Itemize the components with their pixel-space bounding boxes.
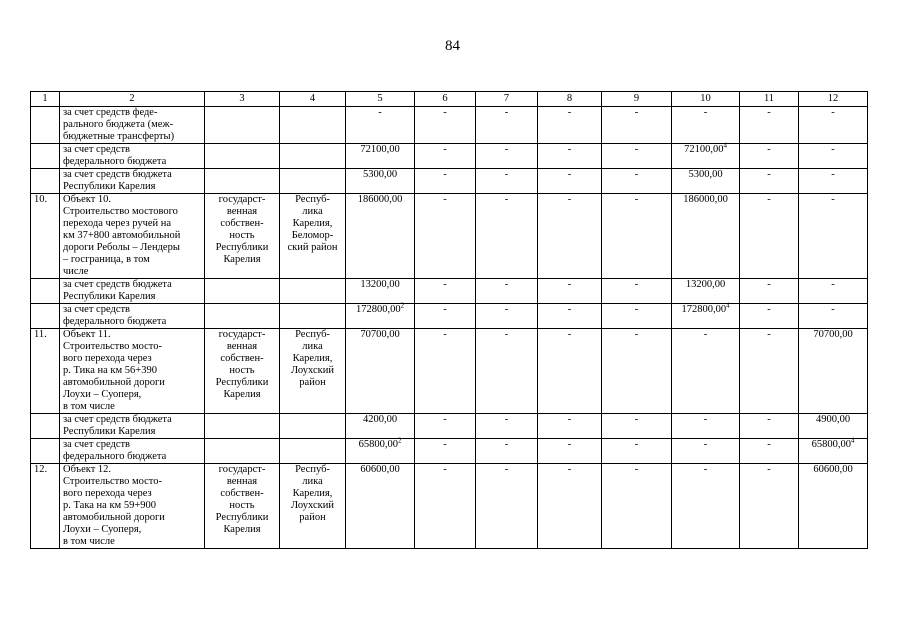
region-cell [280, 304, 346, 329]
column-header: 10 [672, 92, 740, 107]
amount-cell-col-9: - [602, 279, 672, 304]
amount-cell-col-6: - [415, 279, 476, 304]
amount-cell-col-10: - [672, 414, 740, 439]
column-header: 6 [415, 92, 476, 107]
amount-cell-col-5: 60600,00 [346, 464, 415, 549]
amount-cell-col-5: - [346, 107, 415, 144]
amount-cell-col-12: 60600,00 [799, 464, 868, 549]
amount-cell-col-8: - [538, 439, 602, 464]
amount-cell-col-5: 186000,00 [346, 194, 415, 279]
amount-cell-col-6: - [415, 144, 476, 169]
amount-cell-col-11: - [740, 439, 799, 464]
amount-cell-col-8: - [538, 194, 602, 279]
row-number [31, 279, 60, 304]
column-header: 1 [31, 92, 60, 107]
row-description: Объект 10. Строительство мостового перехода через ручей на км 37+800 автомобильной дороги Реболы – Лендеры – госграница, в том числе [60, 194, 205, 279]
column-header: 2 [60, 92, 205, 107]
amount-cell-col-10: 72100,00$^4$ [672, 144, 740, 169]
amount-cell-col-10: 186000,00 [672, 194, 740, 279]
budget-table [30, 91, 868, 549]
amount-cell-col-5: 5300,00 [346, 169, 415, 194]
amount-cell-col-6: - [415, 329, 476, 414]
amount-cell-col-5: 172800,00$^2$ [346, 304, 415, 329]
amount-cell-col-9: - [602, 107, 672, 144]
row-number: 11. [31, 329, 60, 414]
row-description: за счет средств федерального бюджета [60, 144, 205, 169]
header-row [31, 92, 868, 107]
amount-cell-col-10: - [672, 329, 740, 414]
footnote-marker: 4 [723, 141, 727, 150]
row-number [31, 144, 60, 169]
column-header: 11 [740, 92, 799, 107]
row-description: Объект 12. Строительство мосто- вого перехода через р. Така на км 59+900 автомобильной дороги Лоухи – Суоперя, в том числе [60, 464, 205, 549]
amount-cell-col-9: - [602, 414, 672, 439]
amount-cell-col-10: - [672, 464, 740, 549]
amount-cell-col-6: - [415, 194, 476, 279]
row-number [31, 439, 60, 464]
amount-cell-col-9: - [602, 304, 672, 329]
amount-cell-col-5: 65800,00$^2$ [346, 439, 415, 464]
table-row [31, 169, 868, 194]
amount-cell-col-7: - [476, 414, 538, 439]
amount-cell-col-9: - [602, 169, 672, 194]
column-header: 7 [476, 92, 538, 107]
row-description: за счет средств федерального бюджета [60, 439, 205, 464]
amount-cell-col-8: - [538, 144, 602, 169]
ownership-cell [205, 414, 280, 439]
amount-cell-col-6: - [415, 304, 476, 329]
region-cell [280, 107, 346, 144]
amount-cell-col-11: - [740, 279, 799, 304]
amount-cell-col-11: - [740, 169, 799, 194]
region-cell: Респуб- лика Карелия, Лоухский район [280, 464, 346, 549]
amount-cell-col-9: - [602, 439, 672, 464]
amount-cell-col-12: - [799, 144, 868, 169]
amount-cell-col-5: 13200,00 [346, 279, 415, 304]
amount-cell-col-10: - [672, 107, 740, 144]
amount-cell-col-7: - [476, 169, 538, 194]
amount-cell-col-6: - [415, 107, 476, 144]
amount-cell-col-11: - [740, 107, 799, 144]
amount-cell-col-8: - [538, 304, 602, 329]
table-row [31, 107, 868, 144]
table-body [31, 92, 868, 549]
ownership-cell [205, 439, 280, 464]
amount-cell-col-8: - [538, 414, 602, 439]
amount-cell-col-7: - [476, 144, 538, 169]
amount-cell-col-8: - [538, 329, 602, 414]
table-row [31, 279, 868, 304]
amount-cell-col-12: - [799, 107, 868, 144]
table-row [31, 464, 868, 549]
amount-cell-col-12: - [799, 304, 868, 329]
ownership-cell [205, 107, 280, 144]
row-number: 10. [31, 194, 60, 279]
amount-cell-col-11: - [740, 329, 799, 414]
amount-cell-col-7: - [476, 194, 538, 279]
footnote-marker: 4 [850, 436, 855, 445]
amount-cell-col-5: 70700,00 [346, 329, 415, 414]
amount-cell-col-6: - [415, 464, 476, 549]
table-row [31, 144, 868, 169]
amount-cell-col-11: - [740, 144, 799, 169]
amount-cell-col-12: - [799, 169, 868, 194]
amount-cell-col-10: - [672, 439, 740, 464]
amount-cell-col-6: - [415, 414, 476, 439]
amount-cell-col-12: 4900,00 [799, 414, 868, 439]
amount-cell-col-9: - [602, 329, 672, 414]
amount-cell-col-7: - [476, 329, 538, 414]
amount-cell-col-7: - [476, 464, 538, 549]
region-cell [280, 414, 346, 439]
amount-cell-col-10: 5300,00 [672, 169, 740, 194]
region-cell [280, 279, 346, 304]
footnote-marker: 2 [400, 301, 405, 310]
table-row [31, 194, 868, 279]
footnote-marker: 2 [397, 436, 402, 445]
amount-cell-col-11: - [740, 464, 799, 549]
column-header: 4 [280, 92, 346, 107]
amount-cell-col-7: - [476, 439, 538, 464]
ownership-cell: государст- венная собствен- ность Республики Карелия [205, 329, 280, 414]
table-row [31, 439, 868, 464]
row-number [31, 304, 60, 329]
region-cell: Респуб- лика Карелия, Беломор- ский район [280, 194, 346, 279]
amount-cell-col-8: - [538, 279, 602, 304]
row-number [31, 414, 60, 439]
amount-cell-col-8: - [538, 169, 602, 194]
row-description: за счет средств бюджета Республики Карелия [60, 414, 205, 439]
row-number: 12. [31, 464, 60, 549]
column-header: 9 [602, 92, 672, 107]
row-description: за счет средств бюджета Республики Карелия [60, 169, 205, 194]
amount-cell-col-10: 13200,00 [672, 279, 740, 304]
footnote-marker: 4 [726, 301, 730, 310]
amount-cell-col-7: - [476, 304, 538, 329]
ownership-cell [205, 304, 280, 329]
amount-cell-col-12: - [799, 194, 868, 279]
table-row [31, 304, 868, 329]
column-header: 5 [346, 92, 415, 107]
region-cell [280, 439, 346, 464]
table-row [31, 329, 868, 414]
row-description: за счет средств бюджета Республики Карелия [60, 279, 205, 304]
region-cell [280, 169, 346, 194]
amount-cell-col-9: - [602, 144, 672, 169]
ownership-cell: государст- венная собствен- ность Республики Карелия [205, 464, 280, 549]
amount-cell-col-5: 4200,00 [346, 414, 415, 439]
amount-cell-col-9: - [602, 194, 672, 279]
amount-cell-col-12: - [799, 279, 868, 304]
row-number [31, 169, 60, 194]
amount-cell-col-10: 172800,00$^4$ [672, 304, 740, 329]
column-header: 3 [205, 92, 280, 107]
region-cell: Респуб- лика Карелия, Лоухский район [280, 329, 346, 414]
row-description: за счет средств федерального бюджета [60, 304, 205, 329]
ownership-cell [205, 169, 280, 194]
amount-cell-col-7: - [476, 279, 538, 304]
amount-cell-col-7: - [476, 107, 538, 144]
amount-cell-col-11: - [740, 414, 799, 439]
amount-cell-col-9: - [602, 464, 672, 549]
amount-cell-col-8: - [538, 464, 602, 549]
amount-cell-col-11: - [740, 304, 799, 329]
page-number: 84 [445, 38, 460, 54]
column-header: 8 [538, 92, 602, 107]
column-header: 12 [799, 92, 868, 107]
amount-cell-col-12: 70700,00 [799, 329, 868, 414]
amount-cell-col-11: - [740, 194, 799, 279]
amount-cell-col-5: 72100,00 [346, 144, 415, 169]
row-number [31, 107, 60, 144]
row-description: за счет средств феде- рального бюджета (меж- бюджетные трансферты) [60, 107, 205, 144]
ownership-cell [205, 144, 280, 169]
amount-cell-col-6: - [415, 169, 476, 194]
amount-cell-col-12: 65800,00$^4$ [799, 439, 868, 464]
amount-cell-col-6: - [415, 439, 476, 464]
ownership-cell: государст- венная собствен- ность Республики Карелия [205, 194, 280, 279]
ownership-cell [205, 279, 280, 304]
amount-cell-col-8: - [538, 107, 602, 144]
region-cell [280, 144, 346, 169]
table-row [31, 414, 868, 439]
row-description: Объект 11. Строительство мосто- вого перехода через р. Тика на км 56+390 автомобильной дороги Лоухи – Суоперя, в том числе [60, 329, 205, 414]
